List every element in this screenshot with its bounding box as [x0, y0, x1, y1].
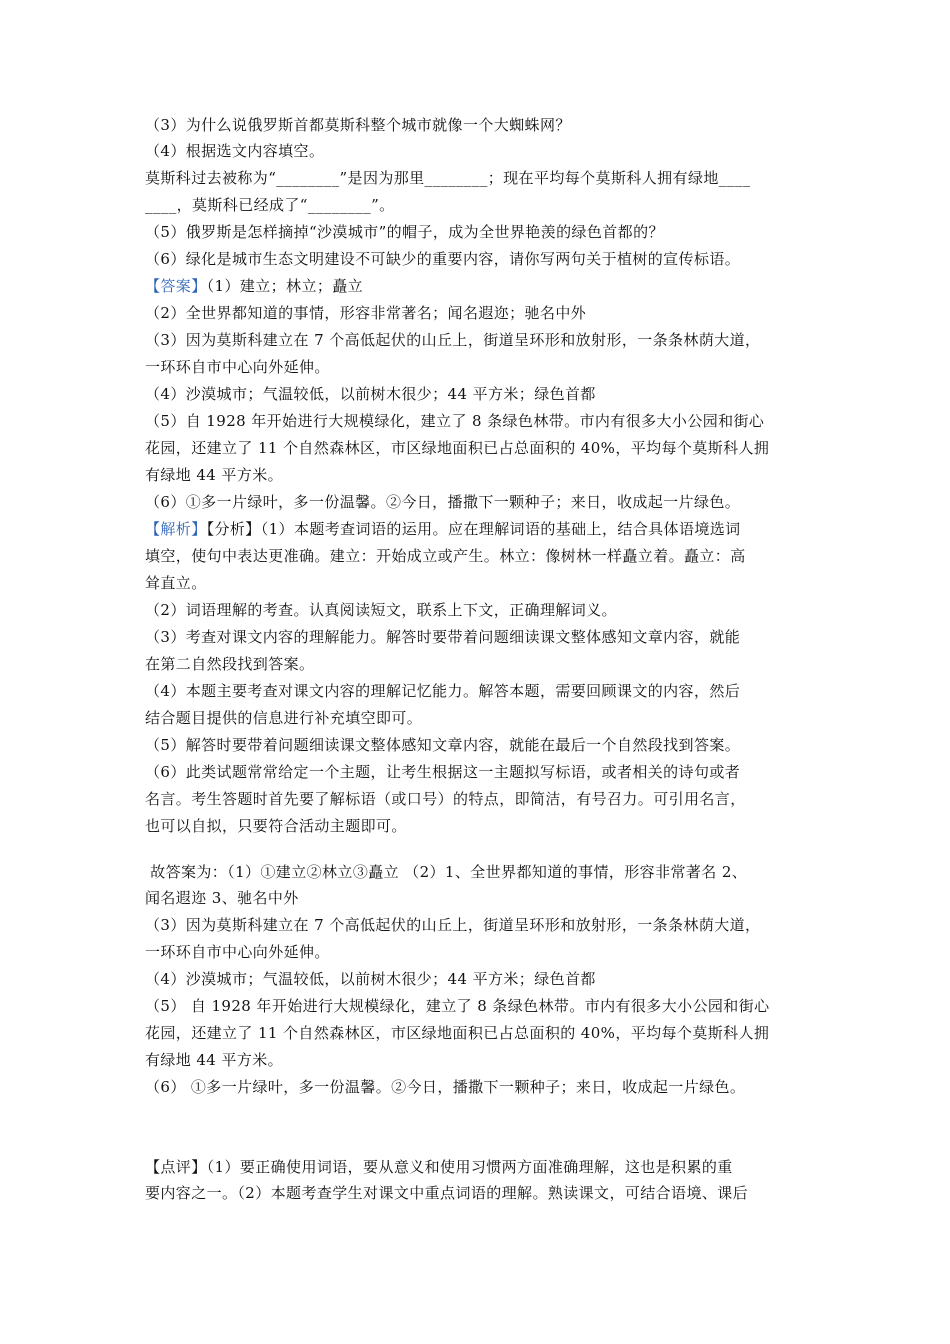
analysis-1-text: 【分析】（1）本题考查词语的运用。应在理解词语的基础上，结合具体语境选词 [206, 520, 741, 538]
answer-5-line-2: 花园，还建立了 11 个自然森林区，市区绿地面积已占总面积的 40%，平均每个莫斯科人拥 [145, 439, 770, 457]
analysis-2: （2）词语理解的考查。认真阅读短文，联系上下文，正确理解词义。 [145, 601, 617, 619]
question-4-fill-line-2: ____，莫斯科已经成了“________”。 [145, 196, 395, 214]
analysis-label: 【解析】 [145, 520, 207, 538]
question-5: （5）俄罗斯是怎样摘掉“沙漠城市”的帽子，成为全世界艳羡的绿色首都的？ [145, 223, 664, 241]
final-answer-line-7: 花园，还建立了 11 个自然森林区，市区绿地面积已占总面积的 40%，平均每个莫斯科人拥 [145, 1024, 770, 1042]
comment-line-2: 要内容之一。（2）本题考查学生对课文中重点词语的理解。熟读课文，可结合语境、课后 [145, 1184, 749, 1202]
answer-line-1 [145, 276, 815, 296]
answer-2: （2）全世界都知道的事情，形容非常著名；闻名遐迩；驰名中外 [145, 304, 587, 322]
final-answer-line-8: 有绿地 44 平方米。 [145, 1051, 284, 1069]
question-4-fill-line-1: 莫斯科过去被称为“________”是因为那里________；现在平均每个莫斯科人拥有绿地____ [145, 169, 751, 187]
final-answer-line-6: （5） 自 1928 年开始进行大规模绿化，建立了 8 条绿色林带。市内有很多大小公园和街心 [145, 997, 770, 1015]
final-answer-line-9: （6） ①多一片绿叶，多一份温馨。②今日，播撒下一颗种子；来日，收成起一片绿色。 [145, 1078, 746, 1096]
answer-5-line-1: （5）自 1928 年开始进行大规模绿化，建立了 8 条绿色林带。市内有很多大小公园和街心 [145, 412, 765, 430]
analysis-line-1 [145, 519, 815, 539]
final-answer-line-5: （4）沙漠城市；气温较低，以前树木很少；44 平方米；绿色首都 [145, 970, 596, 988]
answer-3-line-2: 一环环自市中心向外延伸。 [145, 358, 330, 376]
final-answer-line-4: 一环环自市中心向外延伸。 [145, 943, 330, 961]
analysis-1-line-3: 耸直立。 [145, 574, 207, 592]
final-answer-line-2: 闻名遐迩 3、驰名中外 [145, 889, 299, 907]
final-answer-line-1: 故答案为：（1）①建立②林立③矗立 （2）1、全世界都知道的事情，形容非常著名 2、 [145, 863, 748, 881]
analysis-3-line-1: （3）考查对课文内容的理解能力。解答时要带着问题细读课文整体感知文章内容，就能 [145, 628, 741, 646]
answer-4: （4）沙漠城市；气温较低，以前树木很少；44 平方米；绿色首都 [145, 385, 596, 403]
analysis-5: （5）解答时要带着问题细读课文整体感知文章内容，就能在最后一个自然段找到答案。 [145, 736, 741, 754]
question-3: （3）为什么说俄罗斯首都莫斯科整个城市就像一个大蜘蛛网？ [145, 116, 571, 134]
analysis-3-line-2: 在第二自然段找到答案。 [145, 655, 315, 673]
analysis-6-line-3: 也可以自拟，只要符合活动主题即可。 [145, 817, 407, 835]
analysis-4-line-2: 结合题目提供的信息进行补充填空即可。 [145, 709, 423, 727]
analysis-4-line-1: （4）本题主要考查对课文内容的理解记忆能力。解答本题，需要回顾课文的内容，然后 [145, 682, 741, 700]
question-4: （4）根据选文内容填空。 [145, 142, 325, 160]
answer-5-line-3: 有绿地 44 平方米。 [145, 466, 284, 484]
comment-line-1: 【点评】（1）要正确使用词语，要从意义和使用习惯两方面准确理解，这也是积累的重 [145, 1158, 733, 1176]
analysis-6-line-1: （6）此类试题常常给定一个主题，让考生根据这一主题拟写标语，或者相关的诗句或者 [145, 763, 741, 781]
analysis-6-line-2: 名言。考生答题时首先要了解标语（或口号）的特点，即简洁，有号召力。可引用名言， [145, 790, 746, 808]
answer-label: 【答案】 [145, 277, 207, 295]
answer-3-line-1: （3）因为莫斯科建立在 7 个高低起伏的山丘上，街道呈环形和放射形，一条条林荫大道， [145, 331, 761, 349]
question-6: （6）绿化是城市生态文明建设不可缺少的重要内容，请你写两句关于植树的宣传标语。 [145, 250, 741, 268]
answer-6: （6）①多一片绿叶，多一份温馨。②今日，播撒下一颗种子；来日，收成起一片绿色。 [145, 493, 741, 511]
answer-1: （1）建立；林立；矗立 [206, 277, 364, 295]
analysis-1-line-2: 填空，使句中表达更准确。建立：开始成立或产生。林立：像树林一样矗立着。矗立：高 [145, 547, 746, 565]
final-answer-line-3: （3）因为莫斯科建立在 7 个高低起伏的山丘上，街道呈环形和放射形，一条条林荫大道， [145, 916, 761, 934]
